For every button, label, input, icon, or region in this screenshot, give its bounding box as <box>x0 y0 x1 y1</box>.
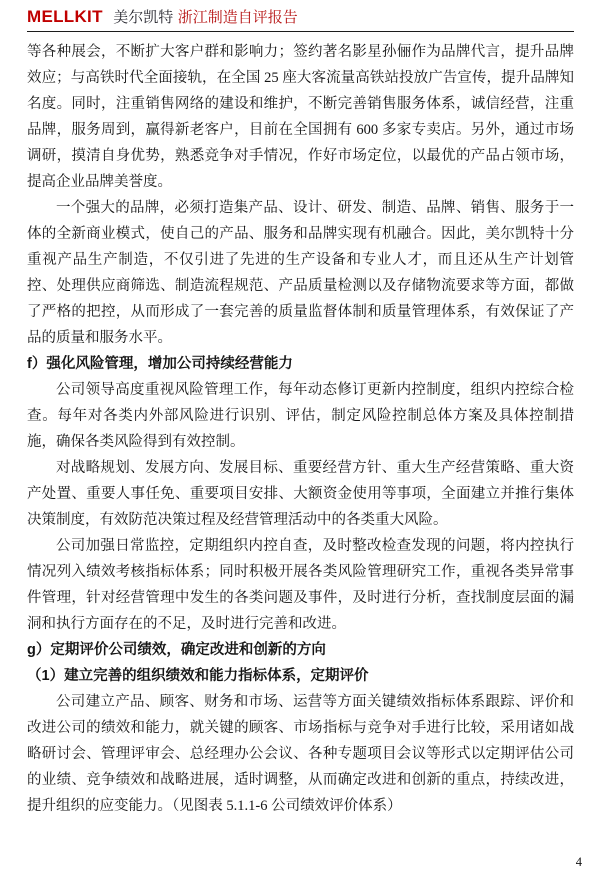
section-heading-f: f）强化风险管理，增加公司持续经营能力 <box>27 356 293 372</box>
paragraph-daily-monitoring: 公司加强日常监控，定期组织内控自查，及时整改检查发现的问题，将内控执行情况列入绩效考核指标体系；同时积极开展各类风险管理研究工作，重视各类异常事件管理，针对经营管理中发生的各类问题及事件，及时进行分析，查找制度层面的漏洞和执行方面存在的不足，及时进行完善和改进。 <box>27 538 574 632</box>
subsection-heading-g1: （1）建立完善的组织绩效和能力指标体系，定期评价 <box>27 668 369 684</box>
document-body <box>27 39 574 819</box>
paragraph-risk-control: 公司领导高度重视风险管理工作，每年动态修订更新内控制度，组织内控综合检查。每年对各类内外部风险进行识别、评估，制定风险控制总体方案及具体控制措施，确保各类风险得到有效控制。 <box>27 382 574 450</box>
paragraph-collective-decision: 对战略规划、发展方向、发展目标、重要经营方针、重大生产经营策略、重大资产处置、重要人事任免、重要项目安排、大额资金使用等事项，全面建立并推行集体决策制度，有效防范决策过程及经营管理活动中的各类重大风险。 <box>27 460 574 528</box>
brand-name-cn: 美尔凯特 <box>113 9 174 26</box>
page-header <box>27 8 574 32</box>
paragraph-brand-promotion: 等各种展会，不断扩大客户群和影响力；签约著名影星孙俪作为品牌代言，提升品牌效应；与高铁时代全面接轨，在全国 25 座大客流量高铁站投放广告宣传，提升品牌知名度。同时，注重销售网络的建设和维护，不断完善销售服务体系，诚信经营，注重品牌，服务周到，赢得新老客户，目前在全国拥有 600 多家专卖店。另外，通过市场调研，摸清自身优势，熟悉竞争对手情况，作好市场定位，以最优的产品占领市场，提高企业品牌美誉度。 <box>27 44 574 190</box>
paragraph-performance-evaluation: 公司建立产品、顾客、财务和市场、运营等方面关键绩效指标体系跟踪、评价和改进公司的绩效和能力，就关键的顾客、市场指标与竞争对手进行比较，采用诸如战略研讨会、管理评审会、总经理办公会议、各种专题项目会议等形式以定期评估公司的业绩、竞争绩效和战略进展，适时调整，从而确定改进和创新的重点，持续改进，提升组织的应变能力。（见图表 5.1.1-6 公司绩效评价体系） <box>27 694 574 814</box>
page-number: 4 <box>575 855 582 869</box>
doc-title: 浙江制造自评报告 <box>177 9 298 26</box>
section-heading-g: g）定期评价公司绩效，确定改进和创新的方向 <box>27 642 326 658</box>
brand-logo-text: MELLKIT <box>27 7 103 26</box>
paragraph-brand-model: 一个强大的品牌，必须打造集产品、设计、研发、制造、品牌、销售、服务于一体的全新商业模式，使自己的产品、服务和品牌实现有机融合。因此，美尔凯特十分重视产品生产制造，不仅引进了先进的生产设备和专业人才，而且还从生产计划管控、处理供应商筛选、制造流程规范、产品质量检测以及存储物流要求等方面，都做了严格的把控，从而形成了一套完善的质量监督体制和质量管理体系，有效保证了产品的质量和服务水平。 <box>27 200 574 346</box>
